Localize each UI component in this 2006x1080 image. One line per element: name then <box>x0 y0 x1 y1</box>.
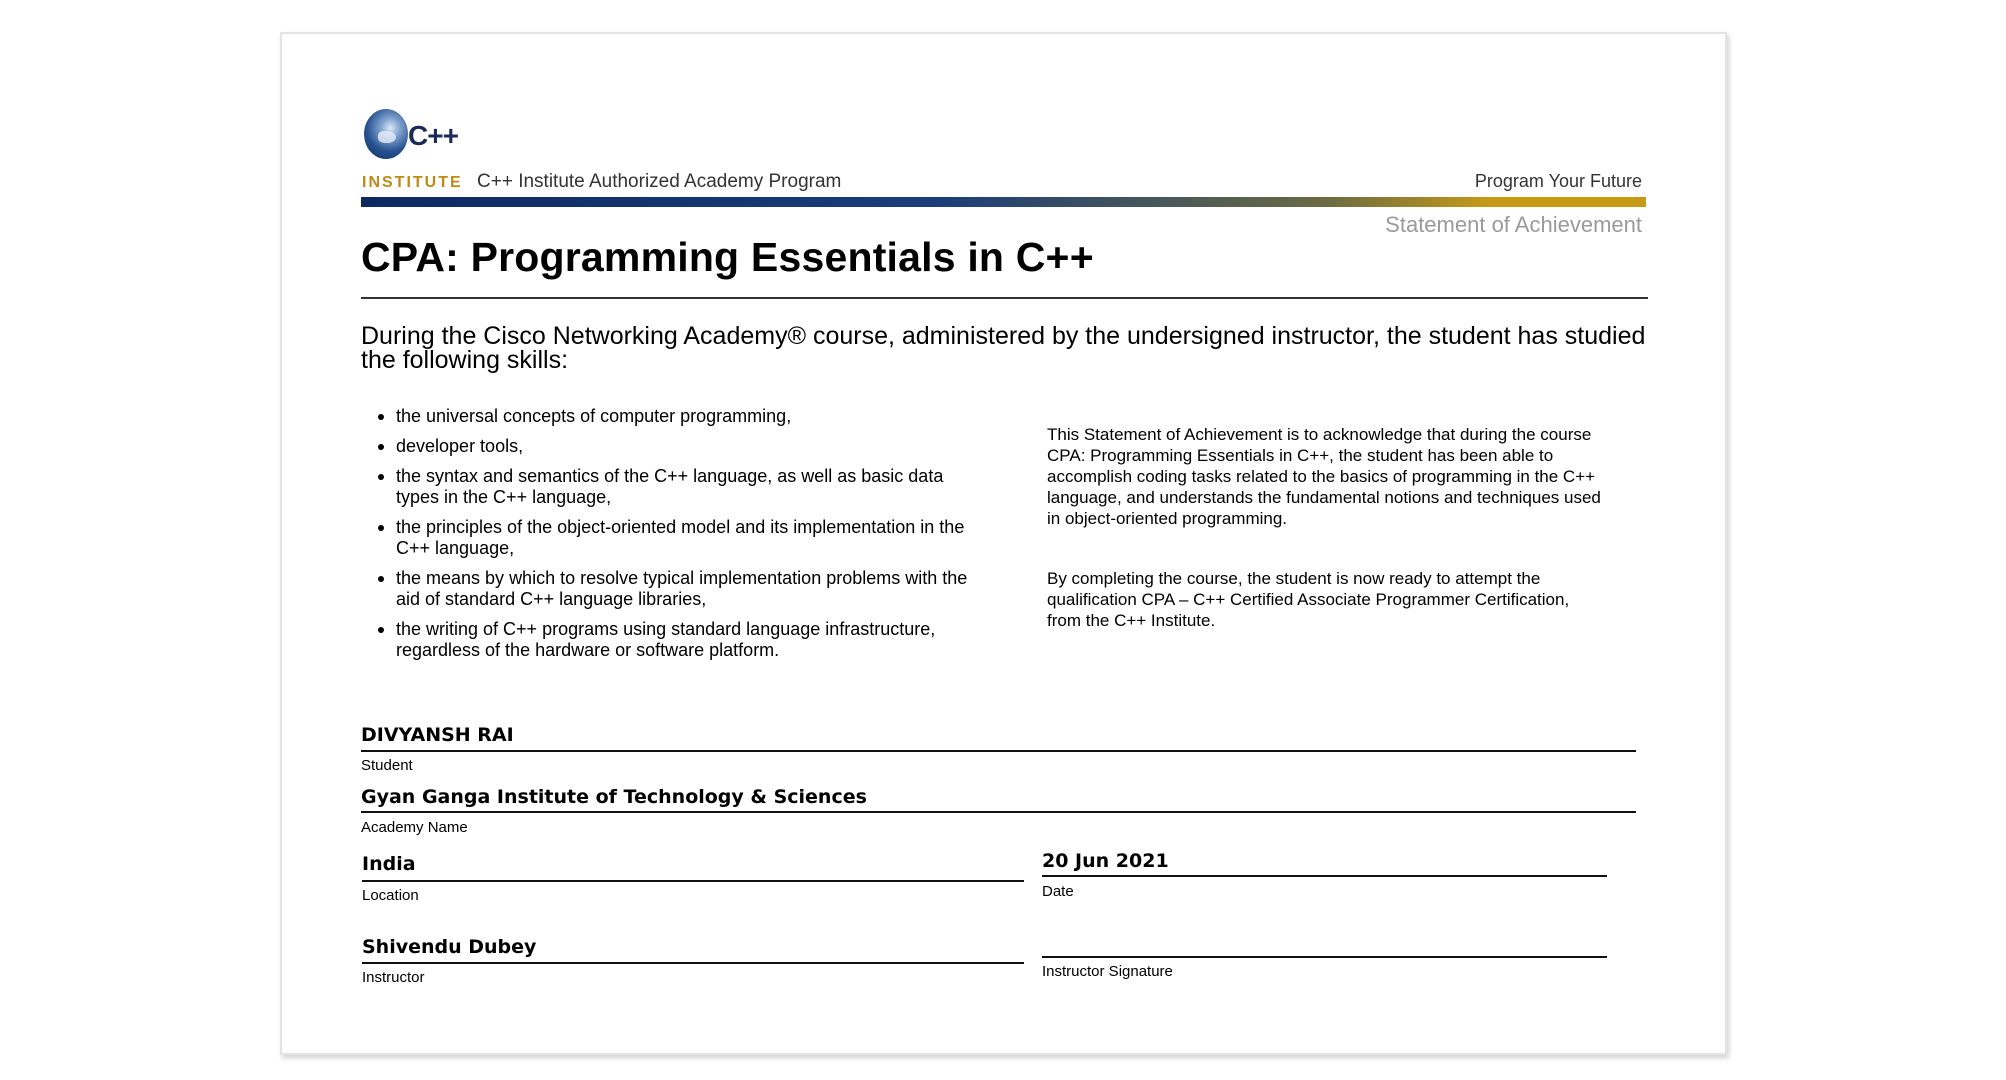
logo-institute-text: INSTITUTE <box>362 174 463 191</box>
location-value: India <box>362 853 416 875</box>
instructor-name: Shivendu Dubey <box>362 936 537 958</box>
academy-line <box>361 811 1636 813</box>
skill-item: the universal concepts of computer programming, <box>396 406 976 427</box>
course-title: CPA: Programming Essentials in C++ <box>361 234 1094 280</box>
skill-item: the principles of the object-oriented model and its implementation in the C++ language, <box>396 517 976 559</box>
date-value: 20 Jun 2021 <box>1042 850 1169 872</box>
location-line <box>362 880 1024 882</box>
certificate-page <box>280 32 1727 1055</box>
readiness-paragraph: By completing the course, the student is now ready to attempt the qualification CPA – C++ Certified Associate Programmer Certification, from the C++ Institute. <box>1047 569 1570 630</box>
tagline: Program Your Future <box>1474 171 1642 191</box>
instructor-label: Instructor <box>362 969 425 986</box>
skill-item: the means by which to resolve typical implementation problems with the aid of standard C++ language libraries, <box>396 568 976 610</box>
program-label: C++ Institute Authorized Academy Program <box>477 171 842 192</box>
skill-item: developer tools, <box>396 436 976 457</box>
date-label: Date <box>1042 883 1074 900</box>
date-line <box>1042 875 1607 877</box>
logo-plus-mark: C++ <box>408 120 458 151</box>
skills-list <box>372 406 976 670</box>
brand-gradient-bar <box>361 197 1646 207</box>
title-divider <box>361 297 1648 299</box>
student-label: Student <box>361 757 413 774</box>
signature-line <box>1042 956 1607 958</box>
academy-label: Academy Name <box>361 819 468 836</box>
academy-name: Gyan Ganga Institute of Technology & Sciences <box>361 786 867 808</box>
student-line <box>361 750 1636 752</box>
skill-item: the writing of C++ programs using standard language infrastructure, regardless of the hardware or software platform. <box>396 619 976 661</box>
instructor-line <box>362 962 1024 964</box>
location-label: Location <box>362 887 419 904</box>
intro-text: During the Cisco Networking Academy® course, administered by the undersigned instructor, the student has studied the following skills: <box>361 322 1646 374</box>
skill-item: the syntax and semantics of the C++ language, as well as basic data types in the C++ language, <box>396 466 976 508</box>
statement-label: Statement of Achievement <box>1385 212 1642 237</box>
cpp-institute-globe-logo <box>364 109 408 159</box>
student-name: DIVYANSH RAI <box>361 724 514 746</box>
acknowledgement-paragraph: This Statement of Achievement is to acknowledge that during the course CPA: Programming Essentials in C++, the student has been able to accomplish coding tasks related to the basics of programming in the C++ language, and understands the fundamental notions and techniques used in object-oriented programming. <box>1047 425 1601 528</box>
signature-label: Instructor Signature <box>1042 963 1173 980</box>
